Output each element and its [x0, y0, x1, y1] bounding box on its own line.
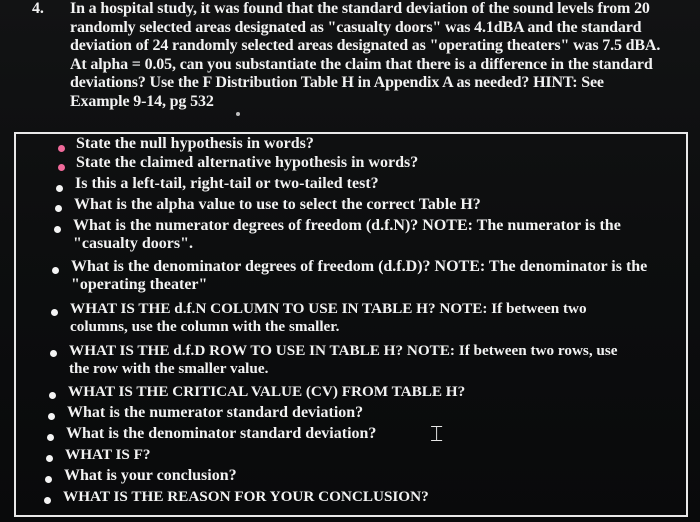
bullet-dot-icon — [55, 205, 62, 212]
question-line: Example 9-14, pg 532 — [70, 92, 214, 110]
bullet-dot-icon — [49, 392, 56, 399]
bullet-line: "operating theater" — [71, 276, 208, 293]
bullet-dot-icon — [58, 164, 65, 171]
bullet-dot-icon — [50, 350, 57, 357]
bullet-line: What is the denominator degrees of freedom (d.f.D)? NOTE: The denominator is the — [71, 258, 648, 275]
bullet-line: "casualty doors". — [73, 235, 193, 252]
bullet-line: State the claimed alternative hypothesis in words? — [76, 154, 419, 171]
question-line: randomly selected areas designated as "casualty doors" was 4.1dBA and the standard — [70, 18, 642, 36]
bullet-dot-icon — [48, 413, 55, 420]
bullet-line: WHAT IS THE CRITICAL VALUE (CV) FROM TABLE H? — [68, 383, 466, 400]
question-number: 4. — [32, 0, 44, 17]
question-block — [32, 0, 680, 112]
bullet-line: What is the denominator standard deviation? — [66, 425, 377, 442]
bullet-line: What is your conclusion? — [64, 467, 237, 484]
bullet-dot-icon — [47, 434, 54, 441]
bullet-line: WHAT IS F? — [65, 446, 151, 463]
bullet-dot-icon — [56, 185, 63, 192]
bullet-line: the row with the smaller value. — [69, 360, 269, 377]
question-line: deviation of 24 randomly selected areas designated as "operating theaters" was 7.5 dBA. — [70, 37, 661, 55]
bullet-line: State the null hypothesis in words? — [76, 135, 314, 152]
bullet-dot-icon — [44, 497, 51, 504]
bullet-line: WHAT IS THE d.f.N COLUMN TO USE IN TABLE H? NOTE: If between two — [70, 300, 587, 317]
bullet-line: What is the alpha value to use to select the correct Table H? — [74, 196, 481, 213]
bullet-dot-icon — [58, 145, 65, 152]
bullet-line: What is the numerator degrees of freedom (d.f.N)? NOTE: The numerator is the — [73, 217, 621, 234]
bullet-line: What is the numerator standard deviation? — [67, 404, 364, 421]
text-cursor-icon: ⌶ — [430, 422, 444, 447]
bullet-dot-icon — [51, 309, 58, 316]
bullet-dot-icon — [45, 476, 52, 483]
bullet-line: Is this a left-tail, right-tail or two-tailed test? — [75, 175, 379, 192]
question-text — [70, 0, 680, 112]
bullet-line: WHAT IS THE d.f.D ROW TO USE IN TABLE H? NOTE: If between two rows, use — [69, 342, 618, 359]
bullet-dot-icon — [52, 267, 59, 274]
bullet-dot-icon — [46, 455, 53, 462]
question-line: At alpha = 0.05, can you substantiate the claim that there is a difference in the standard — [70, 55, 653, 73]
bullet-line: WHAT IS THE REASON FOR YOUR CONCLUSION? — [63, 488, 429, 505]
question-line: In a hospital study, it was found that the standard deviation of the sound levels from 20 — [70, 0, 650, 17]
bullet-line: columns, use the column with the smaller. — [70, 318, 340, 335]
question-line: deviations? Use the F Distribution Table H in Appendix A as needed? HINT: See — [70, 74, 604, 92]
bullet-dot-icon — [54, 226, 61, 233]
speck-mark — [236, 112, 240, 116]
